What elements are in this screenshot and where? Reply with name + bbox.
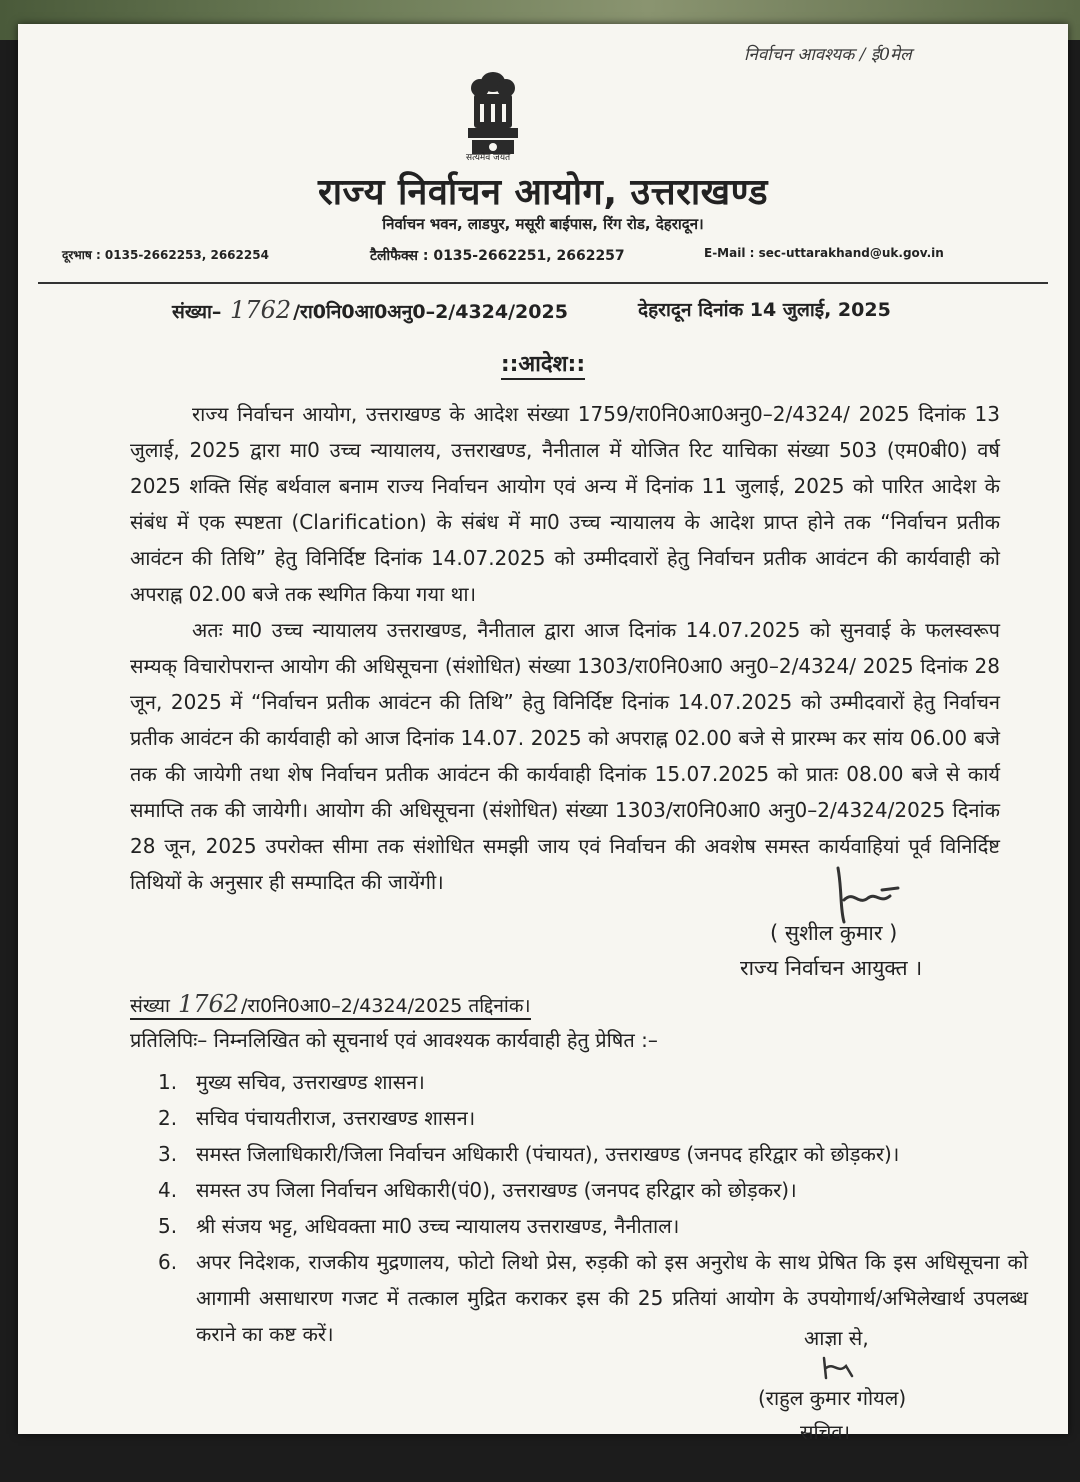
list-item: 4. समस्त उप जिला निर्वाचन अधिकारी(पं0), उत्तराखण्ड (जनपद हरिद्वार को छोड़कर)। — [158, 1178, 797, 1202]
list-item: 1. मुख्य सचिव, उत्तराखण्ड शासन। — [158, 1070, 425, 1094]
reference2-label: संख्या — [130, 995, 170, 1017]
commission-title: राज्य निर्वाचन आयोग, उत्तराखण्ड — [317, 172, 768, 213]
order-heading: ::आदेश:: — [18, 348, 1068, 378]
recipient-list — [158, 1064, 1028, 1352]
reference-number: 1762 — [230, 296, 292, 324]
reference-line-2 — [130, 990, 531, 1020]
signature-2 — [818, 1354, 858, 1384]
list-item: 6. अपर निदेशक, राजकीय मुद्रणालय, फोटो लिथो प्रेस, रुड़की को इस अनुरोध के साथ प्रेषित कि इस अधिसूचना को आगामी असाधारण गजट में तत्काल मुद्रित कराकर इस की 25 प्रतियां आयोग के उपयोगार्थ/अभिलेखार्थ उपलब्ध कराने का कष्ट करें। — [158, 1250, 1028, 1346]
signatory-name: ( सुशील कुमार ) — [770, 921, 898, 945]
reference2-number: 1762 — [177, 990, 240, 1018]
list-item: 3. समस्त जिलाधिकारी/जिला निर्वाचन अधिकारी (पंचायत), उत्तराखण्ड (जनपद हरिद्वार को छोड़कर)। — [158, 1142, 900, 1166]
handwritten-stamp: निर्वाचन आवश्यक / ई0मेल — [744, 45, 912, 65]
order-paragraph-1: राज्य निर्वाचन आयोग, उत्तराखण्ड के आदेश संख्या 1759/रा0नि0आ0अनु0–2/4324/ 2025 दिनांक 13 जुलाई, 2025 द्वारा मा0 उच्च न्यायालय, उत्तराखण्ड, नैनीताल में योजित रिट याचिका संख्या 503 (एम0बी0) वर्ष 2025 शक्ति सिंह बर्थवाल बनाम राज्य निर्वाचन आयोग एवं अन्य में दिनांक 11 जुलाई, 2025 को पारित आदेश के संबंध में एक स्पष्टता (Clarification) के संबंध में मा0 उच्च न्यायालय के आदेश प्राप्त होने तक “निर्वाचन प्रतीक आवंटन की तिथि” हेतु विनिर्दिष्ट दिनांक 14.07.2025 को उम्मीदवारों हेतु निर्वाचन प्रतीक आवंटन की कार्यवाही को अपराह्न 02.00 बजे तक स्थगित किया गया था। — [130, 402, 1000, 606]
list-item: 5. श्री संजय भट्ट, अधिवक्ता मा0 उच्च न्यायालय उत्तराखण्ड, नैनीताल। — [158, 1214, 680, 1238]
commission-address: निर्वाचन भवन, लाडपुर, मसूरी बाईपास, रिंग रोड, देहरादून। — [382, 215, 704, 233]
header-divider — [38, 282, 1048, 284]
document-page — [18, 24, 1068, 1444]
list-item: 2. सचिव पंचायतीराज, उत्तराखण्ड शासन। — [158, 1106, 476, 1130]
phone-numbers: दूरभाष : 0135-2662253, 2662254 — [62, 248, 269, 262]
reference-line — [172, 296, 568, 324]
copy-heading: प्रतिलिपिः– निम्नलिखित को सूचनार्थ एवं आवश्यक कार्यवाही हेतु प्रेषित :– — [130, 1028, 658, 1052]
signatory-designation: राज्य निर्वाचन आयुक्त । — [740, 956, 923, 980]
by-order-text: आज्ञा से, — [804, 1326, 869, 1350]
emblem-motto: सत्यमेव जयते — [466, 153, 511, 163]
secretary-name: (राहुल कुमार गोयल) — [758, 1386, 907, 1410]
place-date: देहरादून दिनांक 14 जुलाई, 2025 — [638, 299, 891, 321]
secretary-designation: सचिव। — [800, 1420, 851, 1444]
reference-code: /रा0नि0आ0अनु0–2/4324/2025 — [293, 301, 568, 323]
reference-label: संख्या– — [172, 301, 222, 323]
fax-numbers: टैलीफैक्स : 0135-2662251, 2662257 — [370, 248, 625, 264]
order-paragraph-2: अतः मा0 उच्च न्यायालय उत्तराखण्ड, नैनीताल द्वारा आज दिनांक 14.07.2025 को सुनवाई के फलस्वरूप सम्यक् विचारोपरान्त आयोग की अधिसूचना (संशोधित) संख्या 1303/रा0नि0आ0 अनु0–2/4324/ 2025 दिनांक 28 जून, 2025 में “निर्वाचन प्रतीक आवंटन की तिथि” हेतु विनिर्दिष्ट दिनांक 14.07.2025 को उम्मीदवारों हेतु निर्वाचन प्रतीक आवंटन की कार्यवाही को आज दिनांक 14.07. 2025 को अपराह्न 02.00 बजे से प्रारम्भ कर सांय 06.00 बजे तक की जायेगी तथा शेष निर्वाचन प्रतीक आवंटन की कार्यवाही दिनांक 15.07.2025 को प्रातः 08.00 बजे से कार्य समाप्ति तक की जायेगी। आयोग की अधिसूचना (संशोधित) संख्या 1303/रा0नि0आ0 अनु0–2/4324/2025 दिनांक 28 जून, 2025 उपरोक्त सीमा तक संशोधित समझी जाय एवं निर्वाचन की अवशेष समस्त कार्यवाहियां पूर्व विनिर्दिष्ट तिथियों के अनुसार ही सम्पादित की जायेंगी। — [130, 618, 1000, 894]
reference2-code: /रा0नि0आ0–2/4324/2025 तद्दिनांक। — [241, 995, 531, 1017]
email-address: E-Mail : sec-uttarakhand@uk.gov.in — [704, 246, 944, 260]
